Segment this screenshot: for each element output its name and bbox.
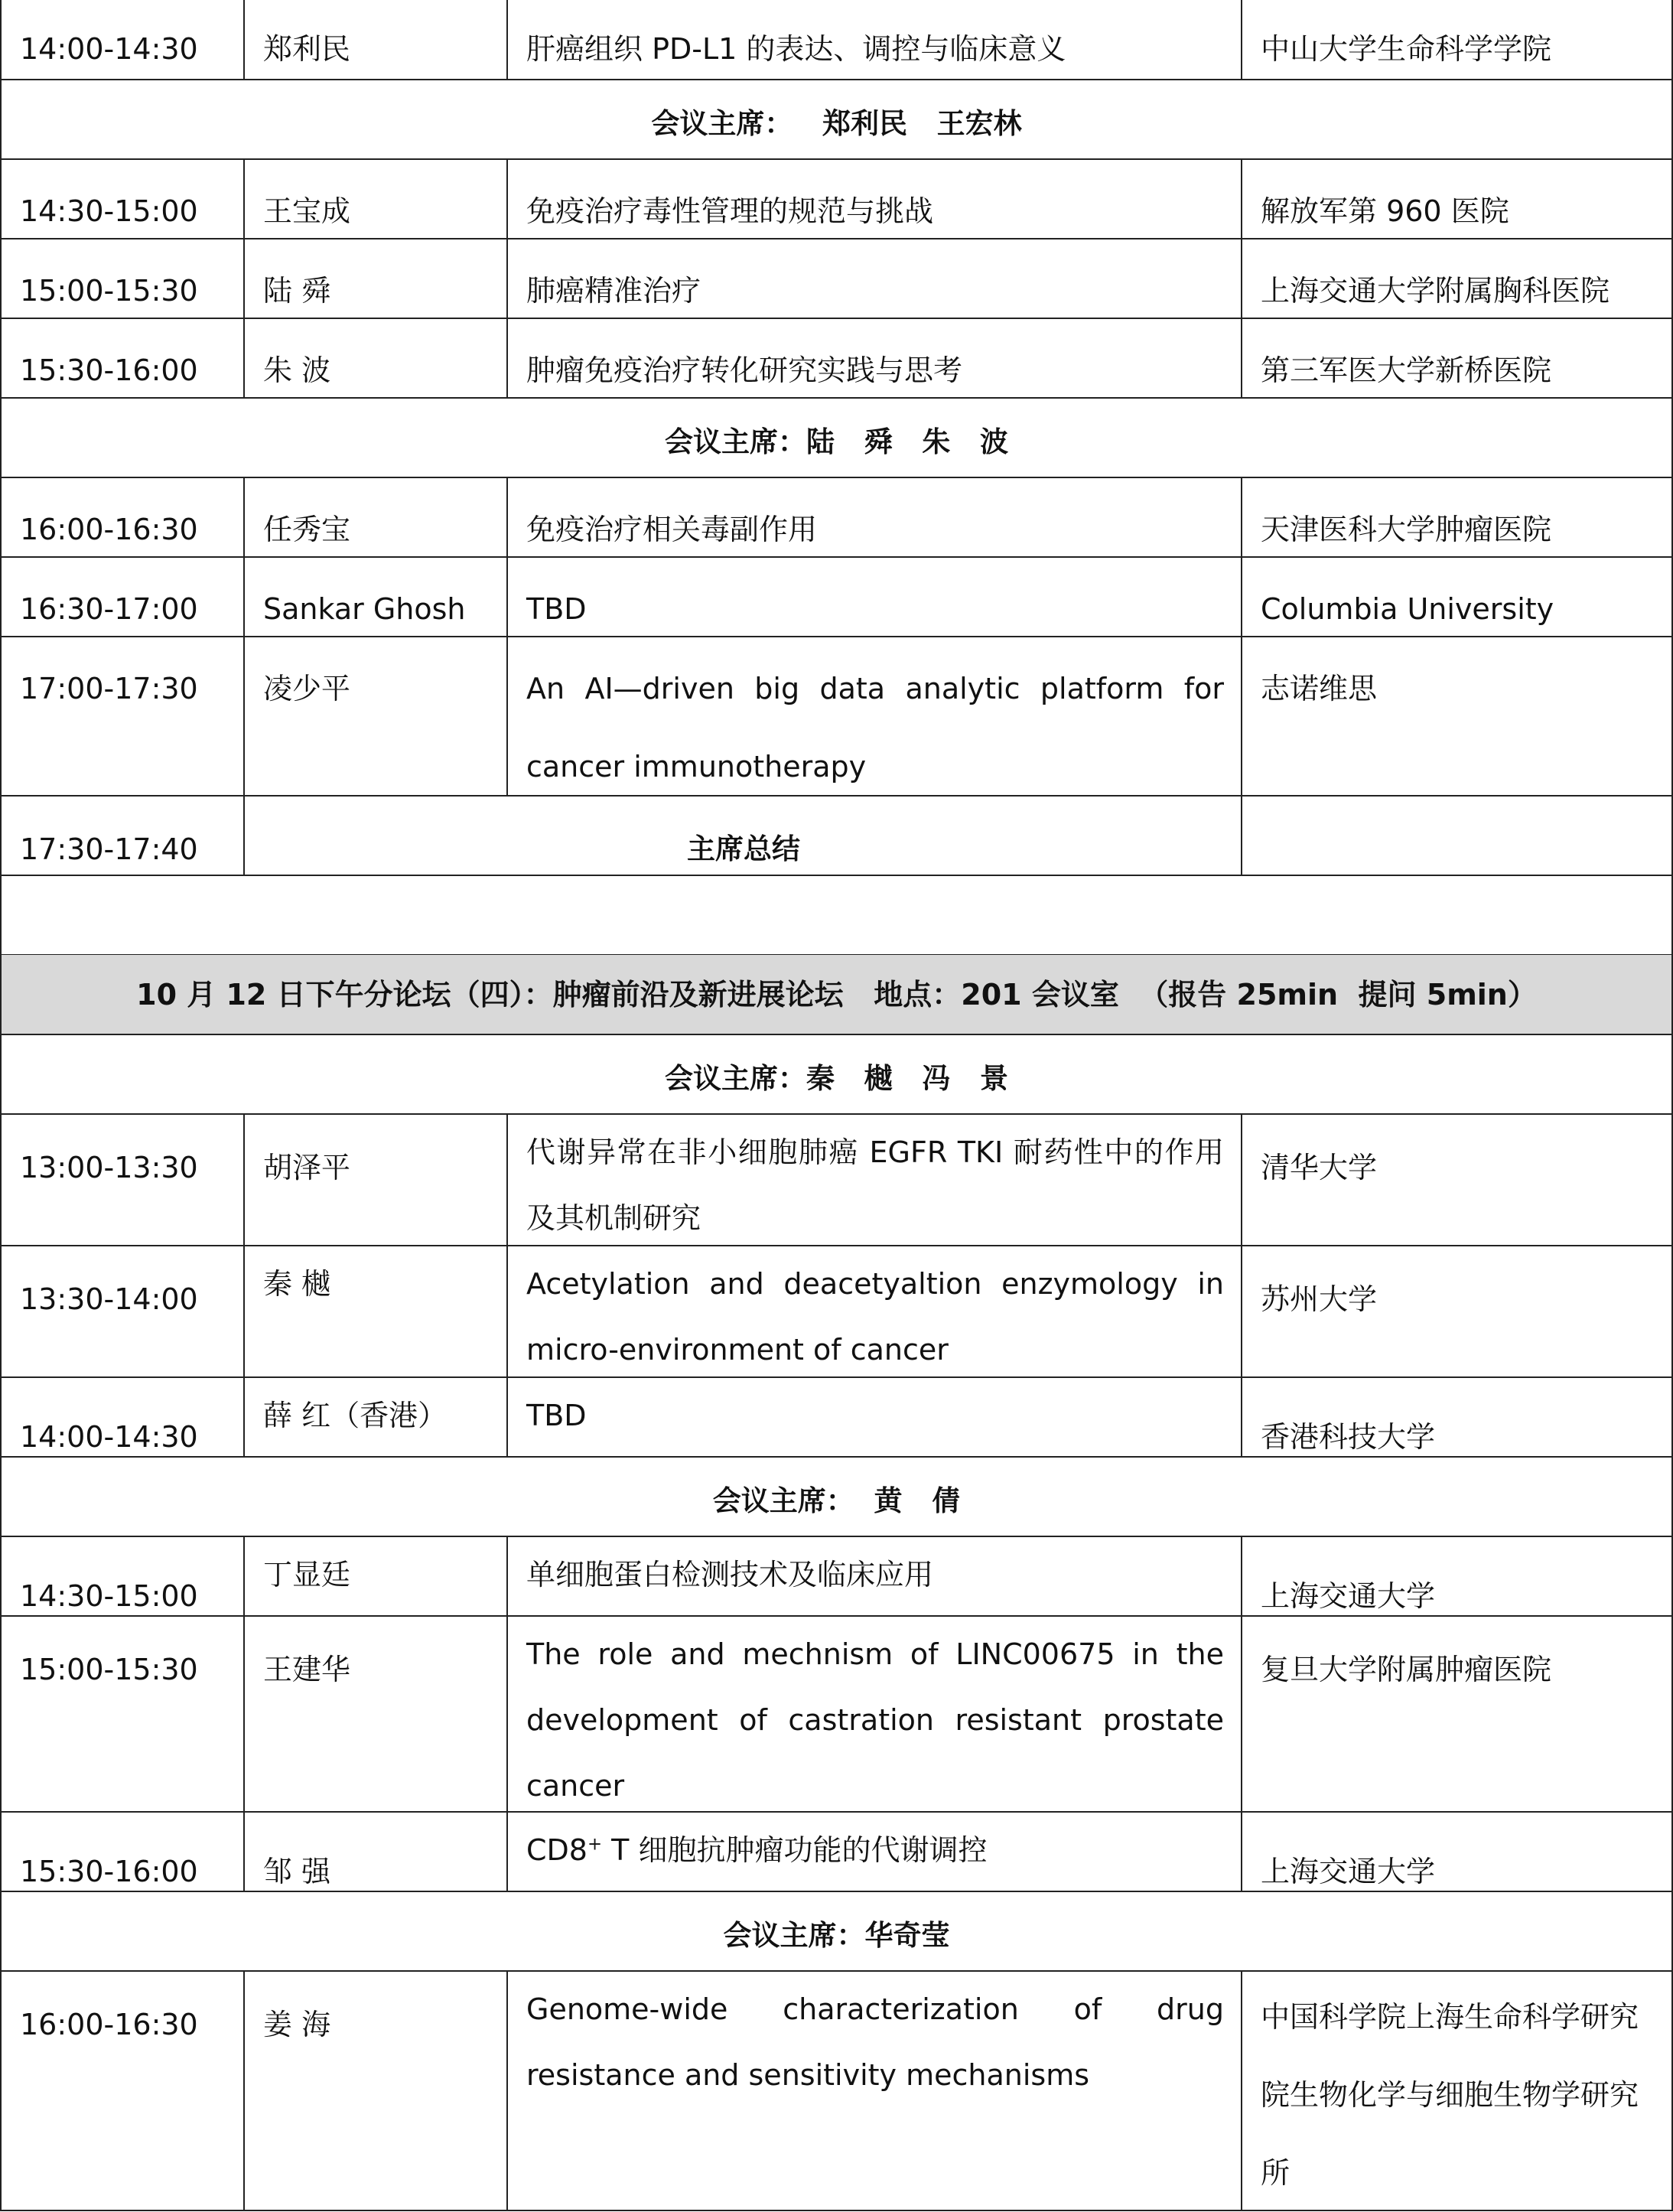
chair-row <box>0 1891 1673 1971</box>
time-cell <box>2 1971 245 2210</box>
chair-row <box>0 398 1673 477</box>
chair-cell <box>2 1891 1671 1971</box>
organization: 复旦大学附属肿瘤医院 <box>1261 1653 1552 1686</box>
session-title: 10 月 12 日下午分论坛（四）：肿瘤前沿及新进展论坛 地点：201 会议室 （报告 25min 提问 5min） <box>136 978 1537 1012</box>
time-cell <box>2 1114 245 1246</box>
time-cell <box>2 477 245 557</box>
column-divider <box>506 1536 508 1616</box>
table-row <box>0 0 1673 80</box>
column-divider <box>0 1246 2 1377</box>
topic-title: TBD <box>526 1399 587 1432</box>
column-divider <box>1241 159 1242 239</box>
org-cell <box>1242 557 1671 637</box>
table-row <box>0 1377 1673 1457</box>
speaker-name: 王建华 <box>263 1653 351 1686</box>
org-cell <box>1242 1536 1671 1616</box>
speaker-name: 王宝成 <box>263 194 351 228</box>
speaker-cell <box>245 637 508 796</box>
column-divider <box>1241 1114 1242 1246</box>
table-row <box>0 1536 1673 1616</box>
speaker-name: 丁显廷 <box>263 1558 351 1591</box>
time-cell <box>2 1246 245 1377</box>
column-divider <box>506 239 508 318</box>
organization: 香港科技大学 <box>1261 1420 1436 1454</box>
organization: 第三军医大学新桥医院 <box>1261 353 1552 387</box>
topic-cell <box>508 159 1242 239</box>
topic-cell <box>508 1114 1242 1246</box>
chair-cell <box>2 1034 1671 1114</box>
session-header-row <box>0 955 1673 1034</box>
organization: 中国科学院上海生命科学研究院生物化学与细胞生物学研究所 <box>1261 2000 1639 2190</box>
speaker-cell <box>245 239 508 318</box>
blank-row <box>0 875 1673 955</box>
table-row <box>0 477 1673 557</box>
table-row <box>0 239 1673 318</box>
topic-cell <box>508 1246 1242 1377</box>
column-divider <box>0 1034 2 1114</box>
column-divider <box>243 1616 245 1812</box>
chair-names: 会议主席：秦 樾 冯 景 <box>665 1062 1008 1095</box>
column-divider <box>1241 1812 1242 1891</box>
table-row <box>0 1246 1673 1377</box>
column-divider <box>243 1812 245 1891</box>
topic-title: 免疫治疗毒性管理的规范与挑战 <box>526 194 934 228</box>
column-divider <box>0 1377 2 1457</box>
speaker-cell <box>245 1616 508 1812</box>
table-row <box>0 1616 1673 1812</box>
topic-cell <box>508 477 1242 557</box>
column-divider <box>1241 1536 1242 1616</box>
org-cell <box>1242 0 1671 80</box>
chair-row <box>0 1457 1673 1536</box>
speaker-cell <box>245 1536 508 1616</box>
column-divider <box>0 875 2 955</box>
time-cell <box>2 318 245 398</box>
organization: 苏州大学 <box>1261 1282 1378 1316</box>
column-divider <box>0 477 2 557</box>
column-divider <box>506 1114 508 1246</box>
topic-cell <box>508 637 1242 796</box>
column-divider <box>506 1377 508 1457</box>
time-slot: 15:00-15:30 <box>20 1653 198 1686</box>
speaker-name: Sankar Ghosh <box>263 592 466 626</box>
column-divider <box>0 1812 2 1891</box>
time-cell <box>2 1616 245 1812</box>
column-divider <box>243 239 245 318</box>
topic-cell <box>508 1616 1242 1812</box>
organization: 上海交通大学 <box>1261 1855 1436 1888</box>
time-slot: 14:30-15:00 <box>20 1579 198 1613</box>
table-row <box>0 1971 1673 2210</box>
column-divider <box>243 0 245 80</box>
organization: 上海交通大学 <box>1261 1579 1436 1613</box>
summary-label: 主席总结 <box>687 832 800 865</box>
column-divider <box>0 955 2 1034</box>
speaker-cell <box>245 557 508 637</box>
speaker-cell <box>245 1246 508 1377</box>
column-divider <box>0 557 2 637</box>
column-divider <box>243 1971 245 2210</box>
column-divider <box>243 1114 245 1246</box>
time-cell <box>2 1812 245 1891</box>
time-cell <box>2 0 245 80</box>
speaker-cell <box>245 1812 508 1891</box>
column-divider <box>0 1971 2 2210</box>
organization: 天津医科大学肿瘤医院 <box>1261 513 1552 546</box>
topic-cell <box>508 318 1242 398</box>
topic-title: TBD <box>526 592 587 626</box>
column-divider <box>0 1457 2 1536</box>
column-divider <box>0 796 2 875</box>
org-cell <box>1242 796 1671 875</box>
time-slot: 14:00-14:30 <box>20 1420 198 1454</box>
column-divider <box>1241 239 1242 318</box>
topic-title: 肺癌精准治疗 <box>526 274 701 308</box>
column-divider <box>0 0 2 80</box>
org-cell <box>1242 1114 1671 1246</box>
table-row <box>0 557 1673 637</box>
topic-cell <box>508 1812 1242 1891</box>
chair-row <box>0 80 1673 159</box>
column-divider <box>243 796 245 875</box>
topic-cell <box>508 1536 1242 1616</box>
column-divider <box>243 1536 245 1616</box>
column-divider <box>0 1114 2 1246</box>
time-cell <box>2 1536 245 1616</box>
speaker-cell <box>245 1971 508 2210</box>
topic-title: 单细胞蛋白检测技术及临床应用 <box>526 1558 934 1591</box>
organization: 清华大学 <box>1261 1151 1378 1184</box>
chair-names: 会议主席： 郑利民 王宏林 <box>651 107 1022 140</box>
column-divider <box>1241 1246 1242 1377</box>
topic-cell <box>508 239 1242 318</box>
column-divider <box>506 557 508 637</box>
topic-title: An AI—driven big data analytic platform for cancer immunotherapy <box>526 672 1224 783</box>
speaker-name: 秦 樾 <box>263 1267 331 1301</box>
time-slot: 16:30-17:00 <box>20 592 198 626</box>
topic-main: CD8 <box>526 1833 588 1867</box>
topic-title: Acetylation and deacetyaltion enzymology in micro-environment of cancer <box>526 1267 1224 1367</box>
chair-names: 会议主席：华奇莹 <box>723 1919 950 1952</box>
chair-names: 会议主席： 黄 倩 <box>712 1484 961 1517</box>
column-divider <box>506 318 508 398</box>
table-row <box>0 1812 1673 1891</box>
column-divider <box>0 1616 2 1812</box>
time-cell <box>2 796 245 875</box>
chair-row <box>0 1034 1673 1114</box>
column-divider <box>243 1377 245 1457</box>
organization: 中山大学生命科学学院 <box>1261 32 1552 66</box>
topic-cell <box>508 557 1242 637</box>
row-divider <box>0 2210 1673 2211</box>
column-divider <box>0 159 2 239</box>
time-cell <box>2 1377 245 1457</box>
column-divider <box>0 80 2 159</box>
time-cell <box>2 159 245 239</box>
topic-title: 肝癌组织 PD-L1 的表达、调控与临床意义 <box>526 32 1066 66</box>
topic-title: 代谢异常在非小细胞肺癌 EGFR TKI 耐药性中的作用及其机制研究 <box>526 1135 1224 1235</box>
column-divider <box>243 637 245 796</box>
time-slot: 14:00-14:30 <box>20 32 198 66</box>
org-cell <box>1242 1812 1671 1891</box>
column-divider <box>506 1812 508 1891</box>
org-cell <box>1242 1971 1671 2210</box>
time-slot: 14:30-15:00 <box>20 194 198 228</box>
time-slot: 17:00-17:30 <box>20 672 198 705</box>
speaker-cell <box>245 0 508 80</box>
organization: 上海交通大学附属胸科医院 <box>1261 274 1610 308</box>
org-cell <box>1242 1616 1671 1812</box>
topic-cell <box>508 1377 1242 1457</box>
table-row <box>0 318 1673 398</box>
topic-title: The role and mechnism of LINC00675 in the development of castration resistant prostate cancer <box>526 1637 1224 1803</box>
topic-rest: T 细胞抗肿瘤功能的代谢调控 <box>602 1833 988 1867</box>
column-divider <box>0 637 2 796</box>
topic-title: 肿瘤免疫治疗转化研究实践与思考 <box>526 353 963 387</box>
time-cell <box>2 557 245 637</box>
time-slot: 13:30-14:00 <box>20 1282 198 1316</box>
column-divider <box>1241 796 1242 875</box>
table-row <box>0 159 1673 239</box>
speaker-cell <box>245 477 508 557</box>
column-divider <box>243 318 245 398</box>
organization: Columbia University <box>1261 592 1554 626</box>
organization: 志诺维思 <box>1261 672 1378 705</box>
time-slot: 15:00-15:30 <box>20 274 198 308</box>
column-divider <box>1241 637 1242 796</box>
speaker-name: 邹 强 <box>263 1855 331 1888</box>
column-divider <box>506 1971 508 2210</box>
org-cell <box>1242 1377 1671 1457</box>
column-divider <box>1241 318 1242 398</box>
speaker-cell <box>245 159 508 239</box>
speaker-name: 凌少平 <box>263 672 351 705</box>
column-divider <box>1241 1971 1242 2210</box>
table-row <box>0 637 1673 796</box>
summary-cell <box>245 796 1242 875</box>
column-divider <box>506 1616 508 1812</box>
org-cell <box>1242 1246 1671 1377</box>
topic-title: Genome-wide characterization of drug resistance and sensitivity mechanisms <box>526 1992 1224 2092</box>
superscript: + <box>587 1834 603 1855</box>
column-divider <box>243 1246 245 1377</box>
column-divider <box>506 159 508 239</box>
column-divider <box>506 0 508 80</box>
org-cell <box>1242 159 1671 239</box>
column-divider <box>0 398 2 477</box>
session-header <box>2 955 1671 1034</box>
time-slot: 17:30-17:40 <box>20 832 198 866</box>
chair-cell <box>2 398 1671 477</box>
column-divider <box>0 239 2 318</box>
speaker-name: 胡泽平 <box>263 1151 351 1184</box>
org-cell <box>1242 477 1671 557</box>
speaker-cell <box>245 318 508 398</box>
speaker-name: 薛 红（香港） <box>263 1399 448 1432</box>
speaker-cell <box>245 1377 508 1457</box>
column-divider <box>243 557 245 637</box>
time-slot: 16:00-16:30 <box>20 513 198 546</box>
column-divider <box>243 159 245 239</box>
column-divider <box>0 1891 2 1971</box>
table-row <box>0 1114 1673 1246</box>
speaker-name: 陆 舜 <box>263 274 331 308</box>
time-cell <box>2 239 245 318</box>
speaker-cell <box>245 1114 508 1246</box>
topic-cell <box>508 1971 1242 2210</box>
column-divider <box>1241 0 1242 80</box>
column-divider <box>506 637 508 796</box>
column-divider <box>506 477 508 557</box>
time-cell <box>2 637 245 796</box>
chair-names: 会议主席：陆 舜 朱 波 <box>665 425 1008 458</box>
speaker-name: 任秀宝 <box>263 513 351 546</box>
org-cell <box>1242 318 1671 398</box>
chair-cell <box>2 80 1671 159</box>
speaker-name: 郑利民 <box>263 32 351 66</box>
table-row <box>0 796 1673 875</box>
topic-title <box>526 1835 987 1865</box>
column-divider <box>1241 1616 1242 1812</box>
column-divider <box>1241 557 1242 637</box>
organization: 解放军第 960 医院 <box>1261 194 1509 228</box>
speaker-name: 姜 海 <box>263 2008 331 2041</box>
topic-title: 免疫治疗相关毒副作用 <box>526 513 818 546</box>
column-divider <box>243 477 245 557</box>
time-slot: 16:00-16:30 <box>20 2008 198 2041</box>
org-cell <box>1242 239 1671 318</box>
column-divider <box>506 1246 508 1377</box>
speaker-name: 朱 波 <box>263 353 331 387</box>
column-divider <box>1241 1377 1242 1457</box>
column-divider <box>1241 477 1242 557</box>
column-divider <box>0 318 2 398</box>
time-slot: 15:30-16:00 <box>20 353 198 387</box>
chair-cell <box>2 1457 1671 1536</box>
time-slot: 13:00-13:30 <box>20 1151 198 1184</box>
time-slot: 15:30-16:00 <box>20 1855 198 1888</box>
column-divider <box>0 1536 2 1616</box>
topic-cell <box>508 0 1242 80</box>
org-cell <box>1242 637 1671 796</box>
